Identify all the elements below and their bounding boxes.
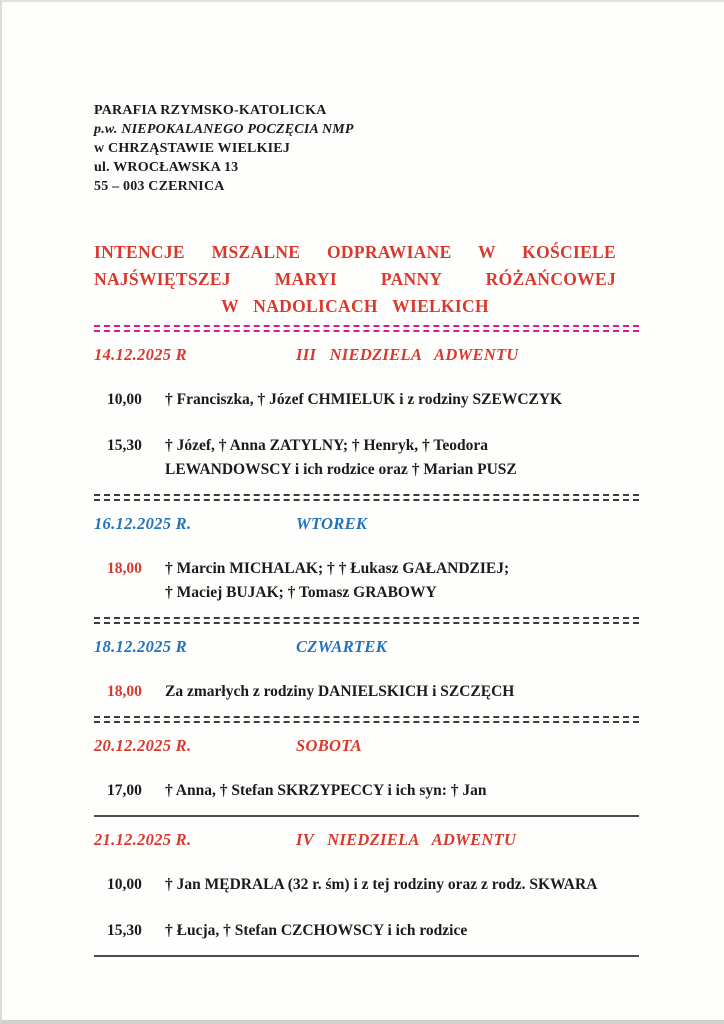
solid-divider [94, 815, 639, 817]
mass-date: 16.12.2025 R. [94, 514, 192, 533]
mass-day: III NIEDZIELA ADWENTU [296, 345, 519, 364]
intention-line: † Maciej BUJAK; † Tomasz GRABOWY [165, 584, 437, 601]
mass-section [94, 636, 637, 723]
intention-line: † Franciszka, † Józef CHMIELUK i z rodziny SZEWCZYK [165, 391, 563, 408]
mass-section [94, 513, 637, 624]
section-header [94, 636, 637, 658]
dashed-divider [94, 716, 639, 723]
mass-day: WTOREK [296, 514, 368, 533]
mass-intention [165, 779, 487, 803]
mass-intention [165, 557, 509, 605]
mass-time: 15,30 [107, 922, 142, 939]
mass-time: 18,00 [107, 683, 142, 700]
mass-section [94, 344, 637, 501]
mass-time: 17,00 [107, 782, 142, 799]
solid-divider [94, 955, 639, 957]
parish-postcode: 55 – 003 CZERNICA [94, 179, 225, 194]
sections-container [94, 344, 637, 957]
mass-time: 10,00 [107, 391, 142, 408]
magenta-dashed-divider [94, 325, 639, 332]
title-line-1: INTENCJE MSZALNE ODPRAWIANE W KOŚCIELE [94, 242, 616, 262]
section-header [94, 735, 637, 757]
mass-entry [94, 388, 637, 412]
mass-date: 20.12.2025 R. [94, 736, 192, 755]
parish-patron: p.w. NIEPOKALANEGO POCZĘCIA NMP [94, 122, 354, 137]
intention-line: † Jan MĘDRALA (32 r. śm) i z tej rodziny oraz z rodz. SKWARA [165, 876, 598, 893]
title-line-2: NAJŚWIĘTSZEJ MARYI PANNY RÓŻAŃCOWEJ [94, 269, 616, 289]
mass-entry [94, 779, 637, 803]
mass-day: CZWARTEK [296, 637, 388, 656]
mass-intention [165, 919, 467, 943]
dashed-divider [94, 494, 639, 501]
mass-day: IV NIEDZIELA ADWENTU [296, 830, 517, 849]
mass-time: 10,00 [107, 876, 142, 893]
mass-section [94, 735, 637, 817]
mass-date: 21.12.2025 R. [94, 830, 192, 849]
mass-date: 18.12.2025 R [94, 637, 187, 656]
mass-day: SOBOTA [296, 736, 362, 755]
intention-line: Za zmarłych z rodziny DANIELSKICH i SZCZĘCH [165, 683, 515, 700]
mass-entry [94, 434, 637, 482]
mass-intention [165, 388, 562, 412]
mass-section [94, 829, 637, 957]
intention-line: † Józef, † Anna ZATYLNY; † Henryk, † Teodora [165, 437, 488, 454]
mass-intention [165, 434, 517, 482]
parish-name: PARAFIA RZYMSKO-KATOLICKA [94, 103, 327, 118]
section-header [94, 829, 637, 851]
section-header [94, 513, 637, 535]
mass-intention [165, 873, 597, 897]
mass-time: 18,00 [107, 560, 142, 577]
mass-time: 15,30 [107, 437, 142, 454]
intention-line: † Marcin MICHALAK; † † Łukasz GAŁANDZIEJ; [165, 560, 510, 577]
parish-locality: w CHRZĄSTAWIE WIELKIEJ [94, 141, 291, 156]
intention-line: † Łucja, † Stefan CZCHOWSCY i ich rodzice [165, 922, 468, 939]
document-title [94, 239, 616, 320]
intention-line: † Anna, † Stefan SKRZYPECCY i ich syn: † Jan [165, 782, 487, 799]
dashed-divider [94, 617, 639, 624]
mass-intention [165, 680, 514, 704]
mass-date: 14.12.2025 R [94, 345, 187, 364]
mass-entry [94, 919, 637, 943]
title-line-3: W NADOLICACH WIELKICH [221, 296, 489, 316]
parish-street: ul. WROCŁAWSKA 13 [94, 160, 239, 175]
mass-entry [94, 557, 637, 605]
mass-entry [94, 873, 637, 897]
mass-entry [94, 680, 637, 704]
intention-line: LEWANDOWSCY i ich rodzice oraz † Marian PUSZ [165, 461, 517, 478]
parish-header [94, 101, 637, 196]
section-header [94, 344, 637, 366]
